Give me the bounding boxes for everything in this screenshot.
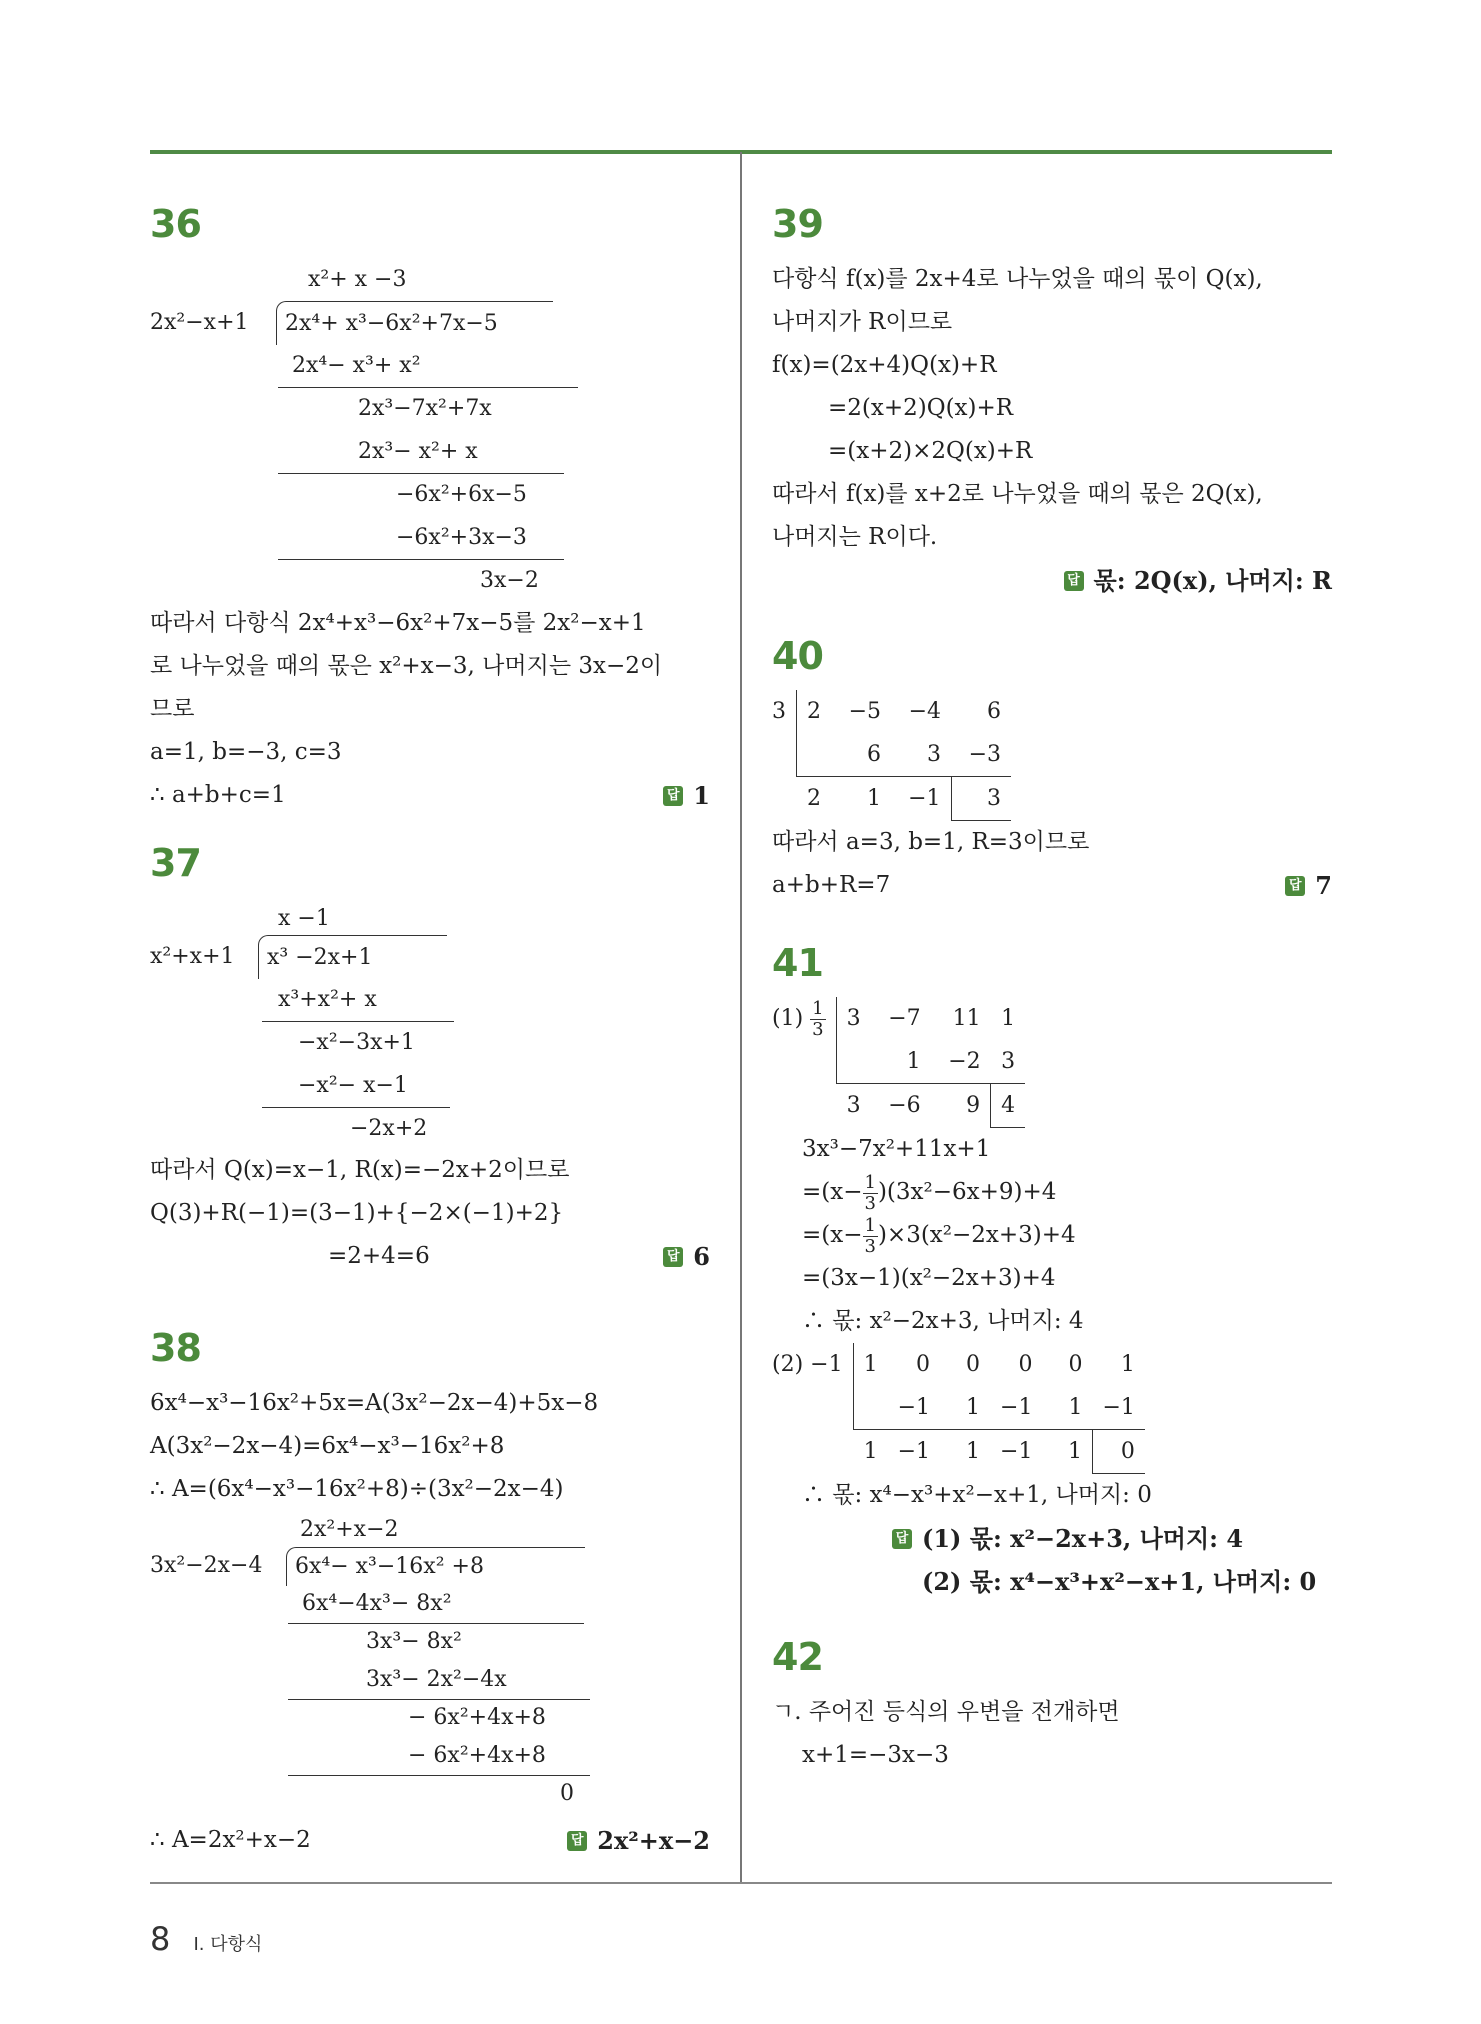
- text-line: ∴ A=2x²+x−2: [150, 1827, 311, 1853]
- long-division-38: [150, 1511, 710, 1811]
- remainder: 0: [1092, 1430, 1144, 1474]
- remainder: 0: [560, 1781, 574, 1806]
- text-line: A(3x²−2x−4)=6x⁴−x³−16x²+8: [150, 1433, 505, 1459]
- answer: 답 2x²+x−2: [567, 1819, 710, 1862]
- answer-badge-icon: 답: [663, 786, 683, 806]
- root: 3: [772, 699, 786, 724]
- text-line: 로 나누었을 때의 몫은 x²+x−3, 나머지는 3x−2이: [150, 653, 663, 679]
- step-4: − 6x²+4x+8: [408, 1705, 546, 1730]
- text-line: 다항식 f(x)를 2x+4로 나누었을 때의 몫이 Q(x),: [772, 266, 1263, 292]
- text-line: a+b+R=7: [772, 872, 891, 898]
- answer-badge-icon: 답: [1285, 876, 1305, 896]
- problem-number-41: 41: [772, 941, 823, 985]
- text-line: ㄱ. 주어진 등식의 우변을 전개하면: [772, 1699, 1120, 1725]
- quotient: x²+ x −3: [308, 267, 407, 292]
- dividend: 2x⁴+ x³−6x²+7x−5: [276, 301, 553, 345]
- text-line: =(x− $\frac{1}{3}$ )×3(x²−2x+3)+4: [802, 1214, 1076, 1257]
- dividend: 6x⁴− x³−16x² +8: [286, 1547, 585, 1586]
- remainder: −2x+2: [350, 1116, 428, 1141]
- step-1: x³+x²+ x: [262, 978, 454, 1022]
- step-3: 2x³− x²+ x: [278, 430, 564, 474]
- column-divider: [740, 152, 742, 1884]
- answer: 답 6: [663, 1235, 710, 1278]
- divisor: 2x²−x+1: [150, 310, 249, 335]
- text-line: =(x+2)×2Q(x)+R: [828, 438, 1033, 464]
- text-line: 따라서 f(x)를 x+2로 나누었을 때의 몫은 2Q(x),: [772, 481, 1263, 507]
- remainder: 3: [951, 777, 1011, 821]
- remainder: 3x−2: [480, 568, 539, 593]
- answer-badge-icon: 답: [892, 1529, 912, 1549]
- page-footer: [150, 1920, 262, 1958]
- answer: 답 1: [663, 774, 710, 817]
- step-1: 2x⁴− x³+ x²: [278, 344, 578, 388]
- problem-number-40: 40: [772, 634, 823, 678]
- quotient: x −1: [278, 906, 330, 931]
- problem-number-38: 38: [150, 1326, 201, 1370]
- answer: 답 7: [1285, 864, 1332, 907]
- divisor: x²+x+1: [150, 944, 235, 969]
- answer-badge-icon: 답: [567, 1831, 587, 1851]
- text-line: ∴ A=(6x⁴−x³−16x²+8)÷(3x²−2x−4): [150, 1476, 564, 1502]
- text-line: 나머지가 R이므로: [772, 309, 953, 335]
- divisor: 3x²−2x−4: [150, 1553, 263, 1578]
- text-line: =(x− $\frac{1}{3}$ )(3x²−6x+9)+4: [802, 1171, 1057, 1214]
- answer-badge-icon: 답: [1064, 571, 1084, 591]
- synthetic-division-41-2: (2) −1 1 0 0 0 0 1 −1 1 −1 1 −1 1 −1 1 −1 1 0: [772, 1343, 1332, 1474]
- bottom-rule: [150, 1882, 1332, 1884]
- problem-number-39: 39: [772, 202, 823, 246]
- text-line: f(x)=(2x+4)Q(x)+R: [772, 352, 997, 378]
- text-line: 므로: [150, 696, 195, 722]
- long-division-37: [150, 897, 710, 1141]
- text-line: a=1, b=−3, c=3: [150, 739, 342, 765]
- text-line: 따라서 다항식 2x⁴+x³−6x²+7x−5를 2x²−x+1: [150, 610, 646, 636]
- text-line: 3x³−7x²+11x+1: [802, 1136, 991, 1162]
- text-line: ∴ 몫: x⁴−x³+x²−x+1, 나머지: 0: [802, 1482, 1152, 1508]
- remainder: 4: [991, 1084, 1026, 1128]
- text-line: Q(3)+R(−1)=(3−1)+{−2×(−1)+2}: [150, 1200, 564, 1226]
- problem-number-36: 36: [150, 202, 201, 246]
- step-1: 6x⁴−4x³− 8x²: [288, 1585, 584, 1624]
- quotient: 2x²+x−2: [300, 1517, 399, 1542]
- right-column: [772, 190, 1332, 1777]
- text-line: =(3x−1)(x²−2x+3)+4: [802, 1265, 1056, 1291]
- step-3: −x²− x−1: [262, 1064, 450, 1108]
- step-2: 2x³−7x²+7x: [358, 396, 492, 421]
- page-number: 8: [150, 1920, 171, 1958]
- step-5: − 6x²+4x+8: [288, 1737, 590, 1776]
- text-line: =2(x+2)Q(x)+R: [828, 395, 1014, 421]
- step-2: 3x³− 8x²: [366, 1629, 462, 1654]
- text-line: ∴ 몫: x²−2x+3, 나머지: 4: [802, 1308, 1084, 1334]
- problem-number-37: 37: [150, 841, 201, 885]
- synthetic-division-41-1: (1) $\frac{1}{3}$ 3 −7 11 1 1 −2 3 3 −6 9 4: [772, 997, 1332, 1128]
- answer: 답 몫: 2Q(x), 나머지: R: [772, 559, 1332, 602]
- text-line: x+1=−3x−3: [802, 1742, 949, 1768]
- problem-number-42: 42: [772, 1635, 823, 1679]
- left-column: [150, 190, 710, 1862]
- root-fraction: $\frac{1}{3}$: [812, 997, 824, 1040]
- text-line: 나머지는 R이다.: [772, 524, 938, 550]
- answer: (2) 몫: x⁴−x³+x²−x+1, 나머지: 0: [922, 1567, 1317, 1596]
- answer: 답 (1) 몫: x²−2x+3, 나머지: 4: [772, 1517, 1332, 1560]
- text-line: =2+4=6: [328, 1243, 430, 1269]
- text-line: 따라서 Q(x)=x−1, R(x)=−2x+2이므로: [150, 1157, 570, 1183]
- step-5: −6x²+3x−3: [278, 516, 564, 560]
- step-4: −6x²+6x−5: [396, 482, 527, 507]
- chapter-title: Ⅰ. 다항식: [193, 1934, 263, 1955]
- text-line: 6x⁴−x³−16x²+5x=A(3x²−2x−4)+5x−8: [150, 1390, 599, 1416]
- long-division-36: [150, 258, 710, 602]
- step-2: −x²−3x+1: [298, 1030, 415, 1055]
- synthetic-division-40: 3 2 −5 −4 6 6 3 −3 2 1 −1 3: [772, 690, 1332, 821]
- answer-badge-icon: 답: [663, 1247, 683, 1267]
- text-line: 따라서 a=3, b=1, R=3이므로: [772, 829, 1090, 855]
- dividend: x³ −2x+1: [258, 935, 447, 979]
- step-3: 3x³− 2x²−4x: [288, 1661, 590, 1700]
- text-line: ∴ a+b+c=1: [150, 782, 286, 808]
